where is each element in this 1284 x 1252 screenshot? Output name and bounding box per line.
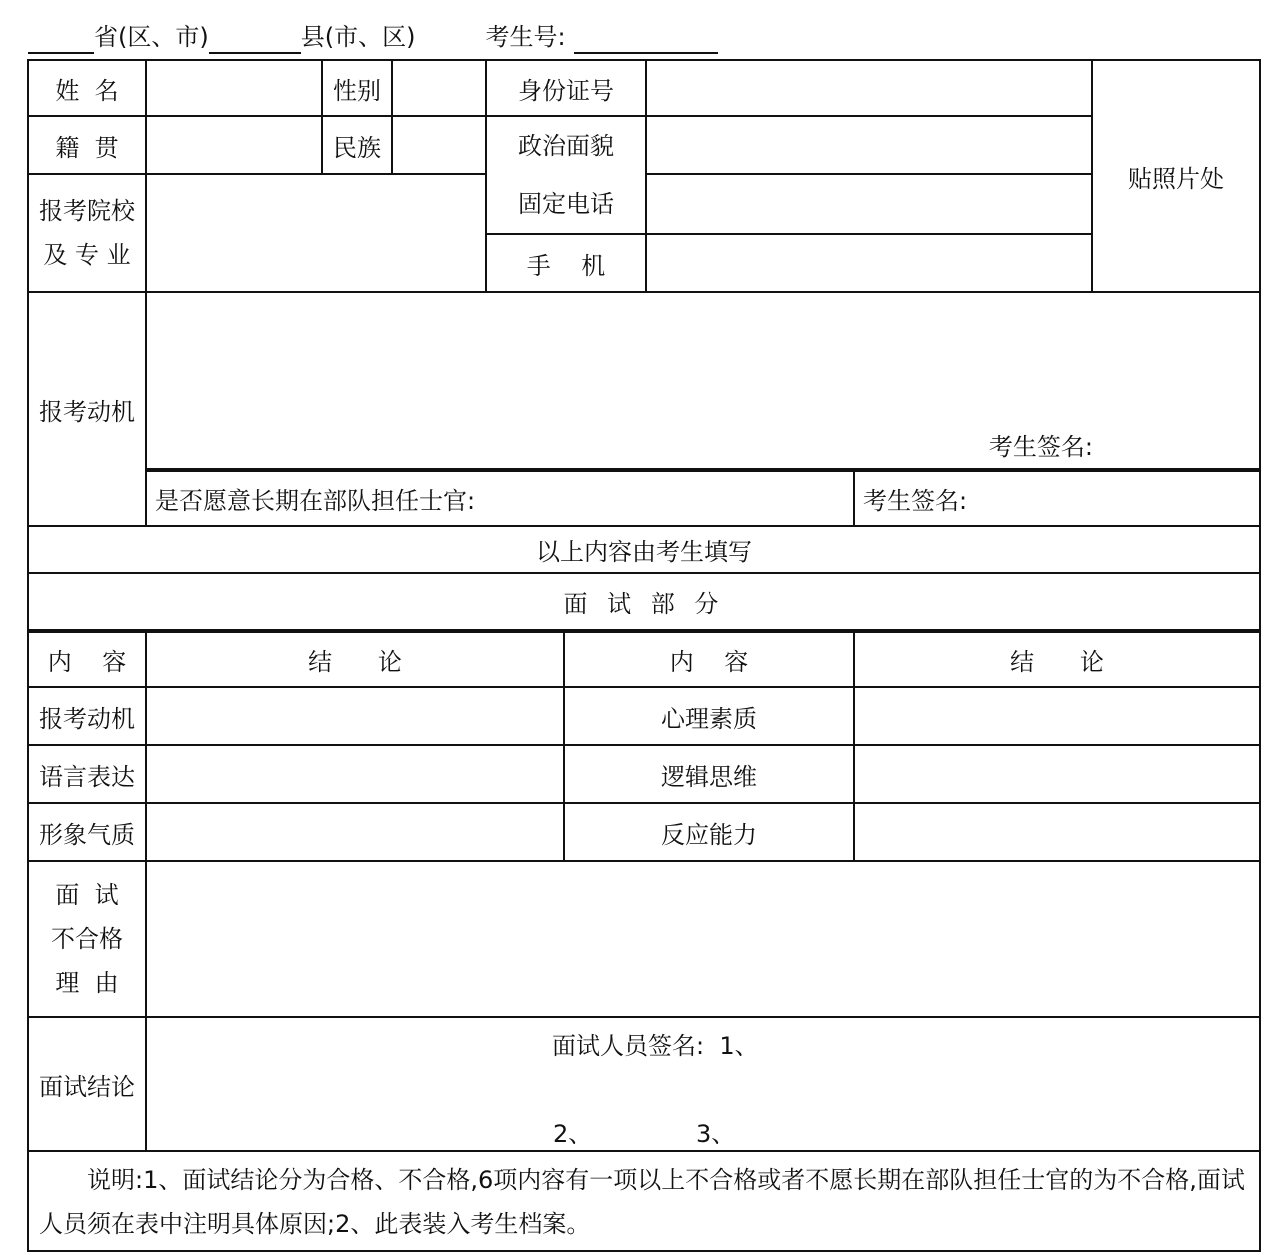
fail-reason-line2: 不合格 [51, 925, 123, 953]
interview-section-title: 面 试 部 分 [28, 573, 1260, 631]
nco-question: 是否愿意长期在部队担任士官: [146, 470, 854, 526]
id-field[interactable] [646, 60, 1092, 116]
examinee-no-blank[interactable] [574, 26, 718, 54]
school-label-line2: 及 专 业 [43, 241, 131, 269]
interviewer-sign-label: 面试人员签名: 1、 [552, 1032, 759, 1060]
fail-reason-field[interactable] [146, 861, 1260, 1017]
gender-label: 性别 [322, 60, 392, 116]
result-appearance[interactable] [146, 803, 564, 861]
motivation-label: 报考动机 [28, 292, 146, 526]
id-label: 身份证号 [486, 60, 646, 116]
mobile-label: 手 机 [486, 234, 646, 292]
filled-by-examinee-note: 以上内容由考生填写 [28, 526, 1260, 573]
province-label: 省(区、市) [94, 23, 209, 51]
name-field[interactable] [146, 60, 322, 116]
examinee-no-label: 考生号: [485, 23, 566, 51]
photo-area [1092, 60, 1260, 292]
nco-signature-label: 考生签名: [854, 470, 1260, 526]
motivation-field[interactable] [146, 292, 1260, 470]
col-content-right: 内 容 [564, 631, 854, 687]
result-psychology[interactable] [854, 687, 1260, 745]
header-line [28, 20, 718, 54]
item-reaction: 反应能力 [564, 803, 854, 861]
province-blank[interactable] [28, 26, 94, 54]
item-logic: 逻辑思维 [564, 745, 854, 803]
school-label-line1: 报考院校 [39, 197, 135, 225]
conclusion-field[interactable] [146, 1017, 1260, 1151]
fail-reason-line3: 理 由 [55, 969, 119, 997]
col-conclusion-right: 结 论 [854, 631, 1260, 687]
phone-field[interactable] [646, 174, 1092, 234]
result-logic[interactable] [854, 745, 1260, 803]
item-appearance: 形象气质 [28, 803, 146, 861]
school-label [28, 174, 146, 292]
political-phone-labels [486, 116, 646, 234]
origin-field[interactable] [146, 116, 322, 174]
gender-field[interactable] [392, 60, 486, 116]
political-label: 政治面貌 [518, 132, 614, 160]
conclusion-label: 面试结论 [28, 1017, 146, 1151]
fail-reason-label [28, 861, 146, 1017]
county-blank[interactable] [209, 26, 301, 54]
result-reaction[interactable] [854, 803, 1260, 861]
name-label: 姓 名 [28, 60, 146, 116]
result-language[interactable] [146, 745, 564, 803]
item-psychology: 心理素质 [564, 687, 854, 745]
col-conclusion-left: 结 论 [146, 631, 564, 687]
result-motivation[interactable] [146, 687, 564, 745]
ethnicity-label: 民族 [322, 116, 392, 174]
registration-table [27, 59, 1261, 1252]
item-motivation: 报考动机 [28, 687, 146, 745]
fail-reason-line1: 面 试 [55, 881, 119, 909]
school-field[interactable] [146, 174, 486, 292]
ethnicity-field[interactable] [392, 116, 486, 174]
mobile-field[interactable] [646, 234, 1092, 292]
col-content-left: 内 容 [28, 631, 146, 687]
footnote: 说明:1、面试结论分为合格、不合格,6项内容有一项以上不合格或者不愿长期在部队担任士官的为不合格,面试人员须在表中注明具体原因;2、此表装入考生档案。 [28, 1151, 1260, 1251]
interviewer-2-label: 2、 [553, 1120, 593, 1148]
photo-label: 贴照片处 [1128, 164, 1224, 193]
county-label: 县(市、区) [300, 23, 416, 51]
phone-label: 固定电话 [518, 190, 614, 218]
political-field[interactable] [646, 116, 1092, 174]
interviewer-3-label: 3、 [696, 1120, 736, 1148]
origin-label: 籍 贯 [28, 116, 146, 174]
motivation-signature-label: 考生签名: [988, 433, 1093, 461]
item-language: 语言表达 [28, 745, 146, 803]
